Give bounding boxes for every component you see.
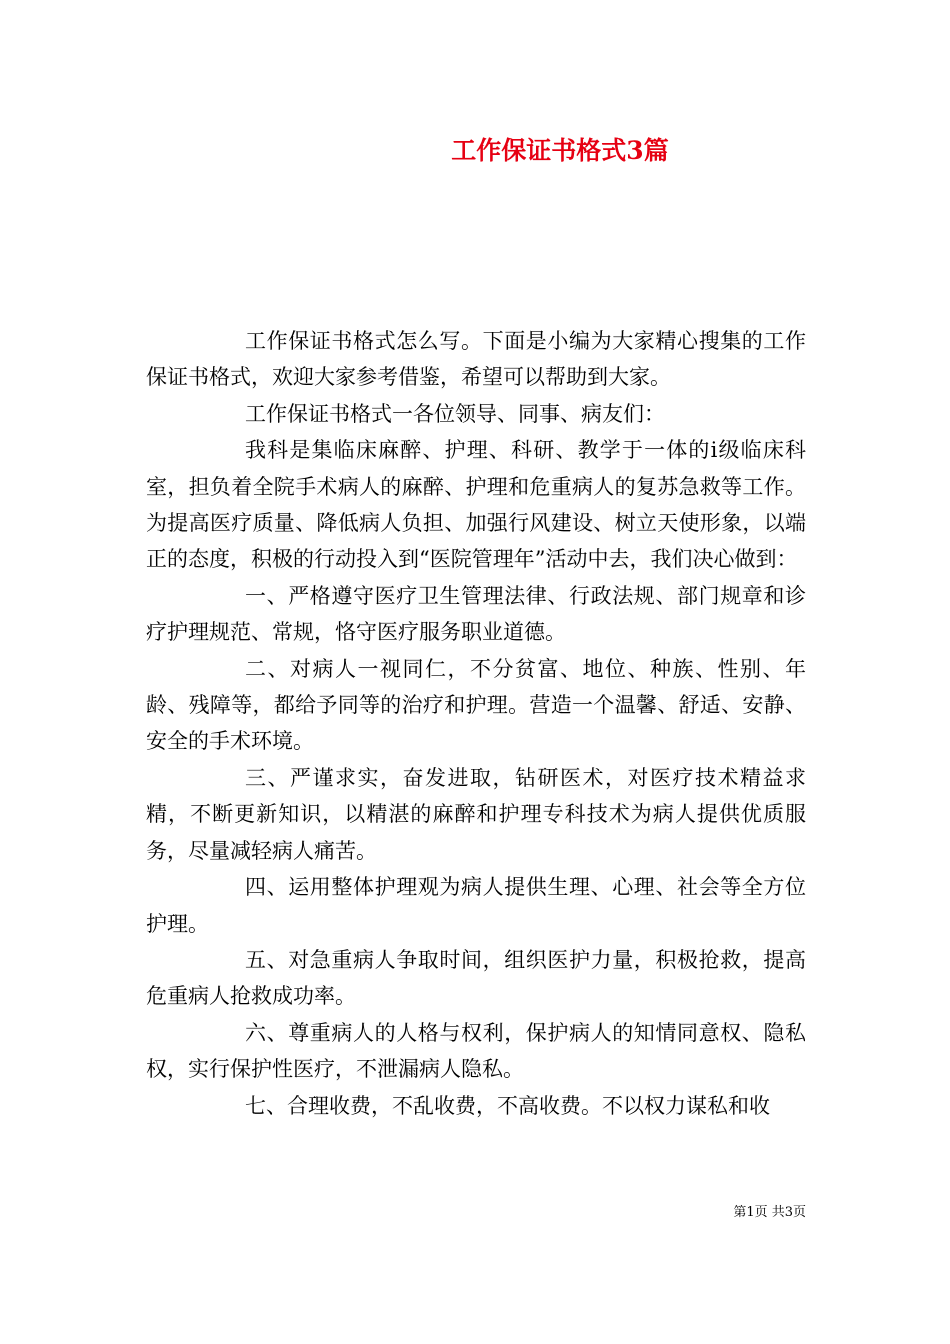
- paragraph-item-6: 六、尊重病人的人格与权利，保护病人的知情同意权、隐私权，实行保护性医疗，不泄漏病人隐私。: [146, 1020, 806, 1082]
- paragraph-item-2: 二、对病人一视同仁，不分贫富、地位、种族、性别、年龄、残障等，都给予同等的治疗和护理。营造一个温馨、舒适、安静、安全的手术环境。: [146, 656, 806, 754]
- paragraph-item-3: 三、严谨求实，奋发进取，钻研医术，对医疗技术精益求精，不断更新知识，以精湛的麻醉和护理专科技术为病人提供优质服务，尽量减轻病人痛苦。: [146, 765, 806, 863]
- page-number: 第1页 共3页: [733, 1205, 806, 1220]
- document-body: [146, 323, 806, 1124]
- paragraph-item-1: 一、严格遵守医疗卫生管理法律、行政法规、部门规章和诊疗护理规范、常规，恪守医疗服务职业道德。: [146, 583, 806, 645]
- paragraph-intro: 工作保证书格式怎么写。下面是小编为大家精心搜集的工作保证书格式，欢迎大家参考借鉴，希望可以帮助到大家。: [146, 329, 806, 390]
- paragraph-salutation: 工作保证书格式一各位领导、同事、病友们：: [245, 401, 665, 426]
- paragraph-item-7: 七、合理收费，不乱收费，不高收费。不以权力谋私和收: [245, 1093, 770, 1118]
- paragraph-preface: 我科是集临床麻醉、护理、科研、教学于一体的ⅰ级临床科室，担负着全院手术病人的麻醉、护理和危重病人的复苏急救等工作。为提高医疗质量、降低病人负担、加强行风建设、树立天使形象，以端正的态度，积极的行动投入到“医院管理年”活动中去，我们决心做到：: [146, 438, 806, 572]
- paragraph-item-4: 四、运用整体护理观为病人提供生理、心理、社会等全方位护理。: [146, 875, 806, 936]
- document-title: 工作保证书格式3篇: [451, 136, 669, 165]
- paragraph-item-5: 五、对急重病人争取时间，组织医护力量，积极抢救，提高危重病人抢救成功率。: [146, 947, 806, 1009]
